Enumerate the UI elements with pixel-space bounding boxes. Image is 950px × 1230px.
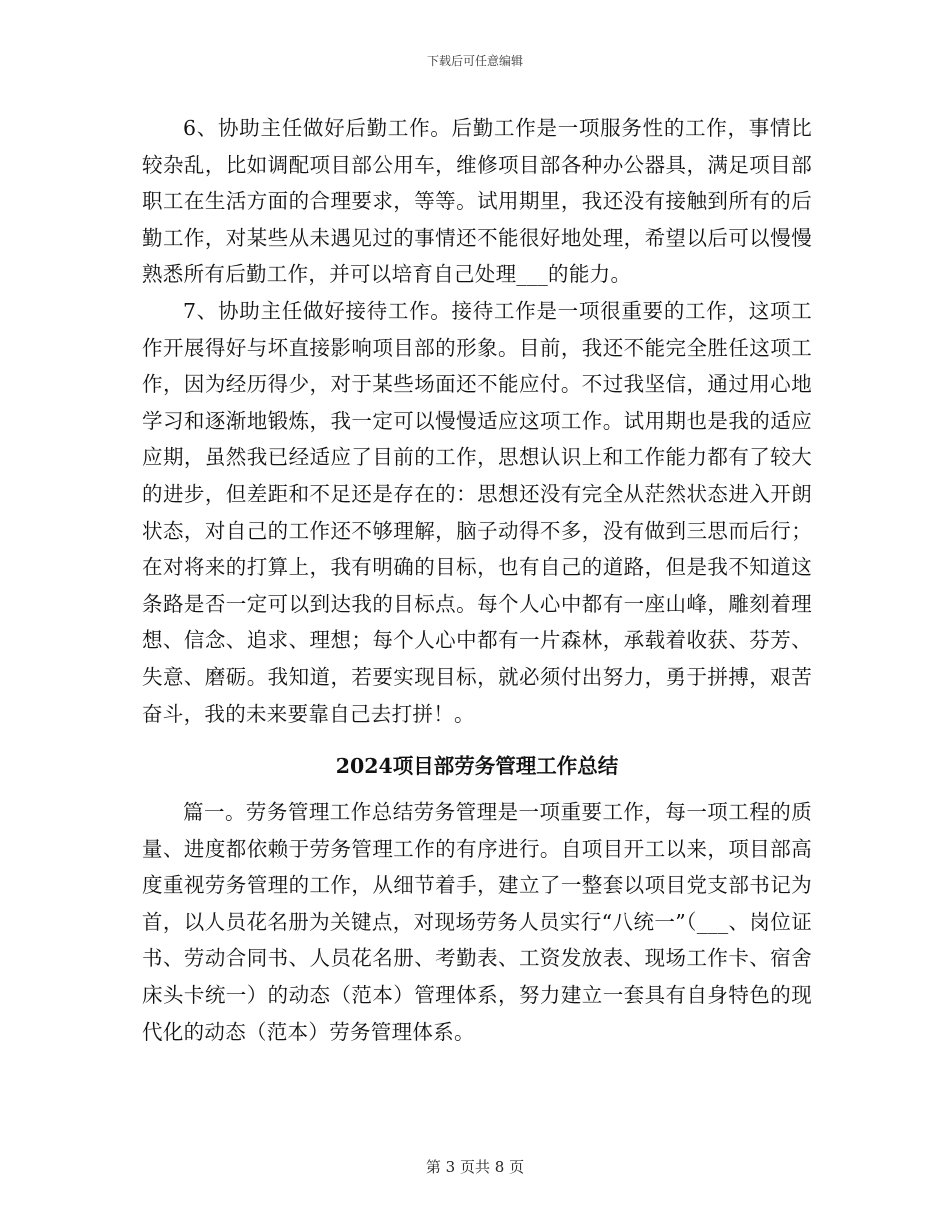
section-title: 2024项目部劳务管理工作总结 xyxy=(335,754,619,779)
paragraph-item-6: 6、协助主任做好后勤工作。后勤工作是一项服务性的工作，事情比较杂乱，比如调配项目部公用车，维修项目部各种办公器具，满足项目部职工在生活方面的合理要求，等等。试用期里，我还没有接触到所有的后勤工作，对某些从未遇见过的事情还不能很好地处理，希望以后可以慢慢熟悉所有后勤工作，并可以培育自己处理___的能力。 xyxy=(142,116,812,287)
document-body xyxy=(142,110,812,1050)
page-header: 下载后可任意编辑 xyxy=(426,54,523,68)
page-number: 第 3 页共 8 页 xyxy=(425,1158,525,1176)
paragraph-item-7: 7、协助主任做好接待工作。接待工作是一项很重要的工作，这项工作开展得好与坏直接影响项目部的形象。目前，我还不能完全胜任这项工作，因为经历得少，对于某些场面还不能应付。不过我坚信，通过用心地学习和逐渐地锻炼，我一定可以慢慢适应这项工作。试用期也是我的适应应期，虽然我已经适应了目前的工作，思想认识上和工作能力都有了较大的进步，但差距和不足还是存在的：思想还没有完全从茫然状态进入开朗状态，对自己的工作还不够理解，脑子动得不多，没有做到三思而后行；在对将来的打算上，我有明确的目标，也有自己的道路，但是我不知道这条路是否一定可以到达我的目标点。每个人心中都有一座山峰，雕刻着理想、信念、追求、理想；每个人心中都有一片森林，承载着收获、芬芳、失意、磨砺。我知道，若要实现目标，就必须付出努力，勇于拼搏，艰苦奋斗，我的未来要靠自己去打拼！。 xyxy=(142,298,812,726)
paragraph-part-one: 篇一。劳务管理工作总结劳务管理是一项重要工作，每一项工程的质量、进度都依赖于劳务管理工作的有序进行。自项目开工以来，项目部高度重视劳务管理的工作，从细节着手，建立了一整套以项目党支部书记为首，以人员花名册为关键点，对现场劳务人员实行“八统一”（___、岗位证书、劳动合同书、人员花名册、考勤表、工资发放表、现场工作卡、宿舍床头卡统一）的动态（范本）管理体系，努力建立一套具有自身特色的现代化的动态（范本）劳务管理体系。 xyxy=(142,800,812,1044)
